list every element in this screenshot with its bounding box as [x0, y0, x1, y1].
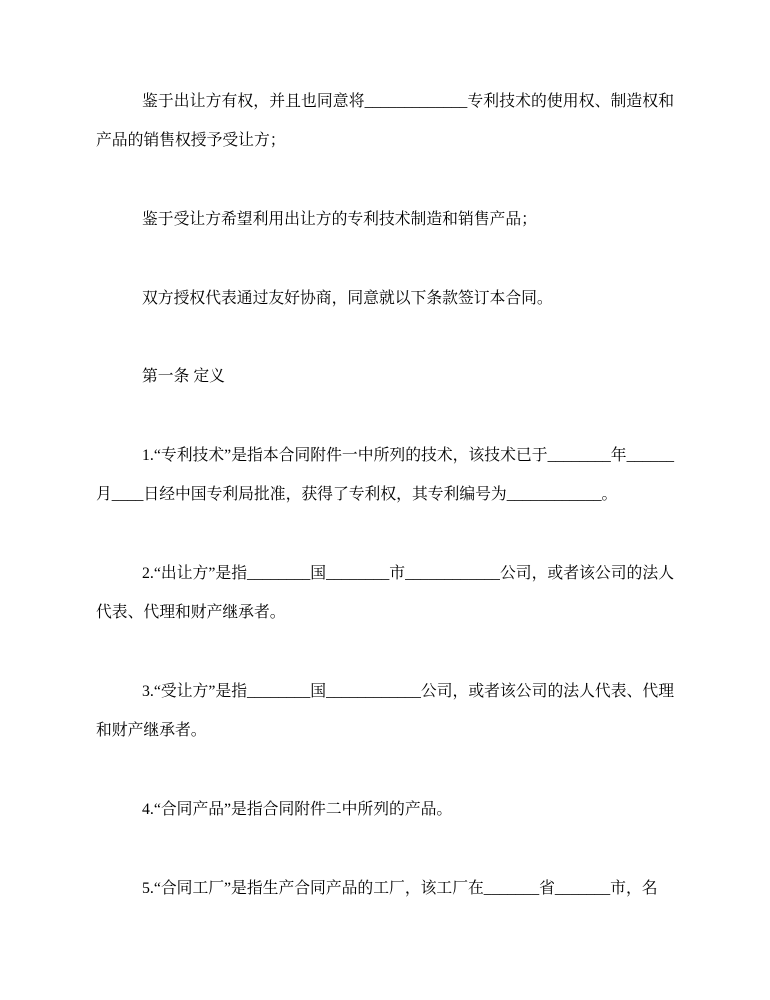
article-1-heading: 第一条 定义: [142, 368, 225, 386]
definition-contract-factory: 5.“合同工厂”是指生产合同产品的工厂，该工厂在_______省_______市，名: [142, 879, 658, 897]
definition-transferee: 3.“受让方”是指________国____________公司，或者该公司的法人代表、代理和财产继承者。: [96, 682, 674, 740]
whereas-clause-transferee: 鉴于受让方希望利用出让方的专利技术制造和销售产品；: [142, 210, 537, 228]
definition-patent-technology: 1.“专利技术”是指本合同附件一中所列的技术，该技术已于________年______月____日经中国专利局批准，获得了专利权，其专利编号为____________。: [96, 446, 674, 504]
definition-transferor: 2.“出让方”是指________国________市____________公司，或者该公司的法人代表、代理和财产继承者。: [96, 564, 674, 622]
agreement-statement: 双方授权代表通过友好协商，同意就以下条款签订本合同。: [142, 289, 553, 307]
whereas-clause-transferor: 鉴于出让方有权，并且也同意将_____________专利技术的使用权、制造权和产品的销售权授予受让方；: [96, 93, 674, 150]
definition-contract-products: 4.“合同产品”是指合同附件二中所列的产品。: [142, 800, 453, 818]
